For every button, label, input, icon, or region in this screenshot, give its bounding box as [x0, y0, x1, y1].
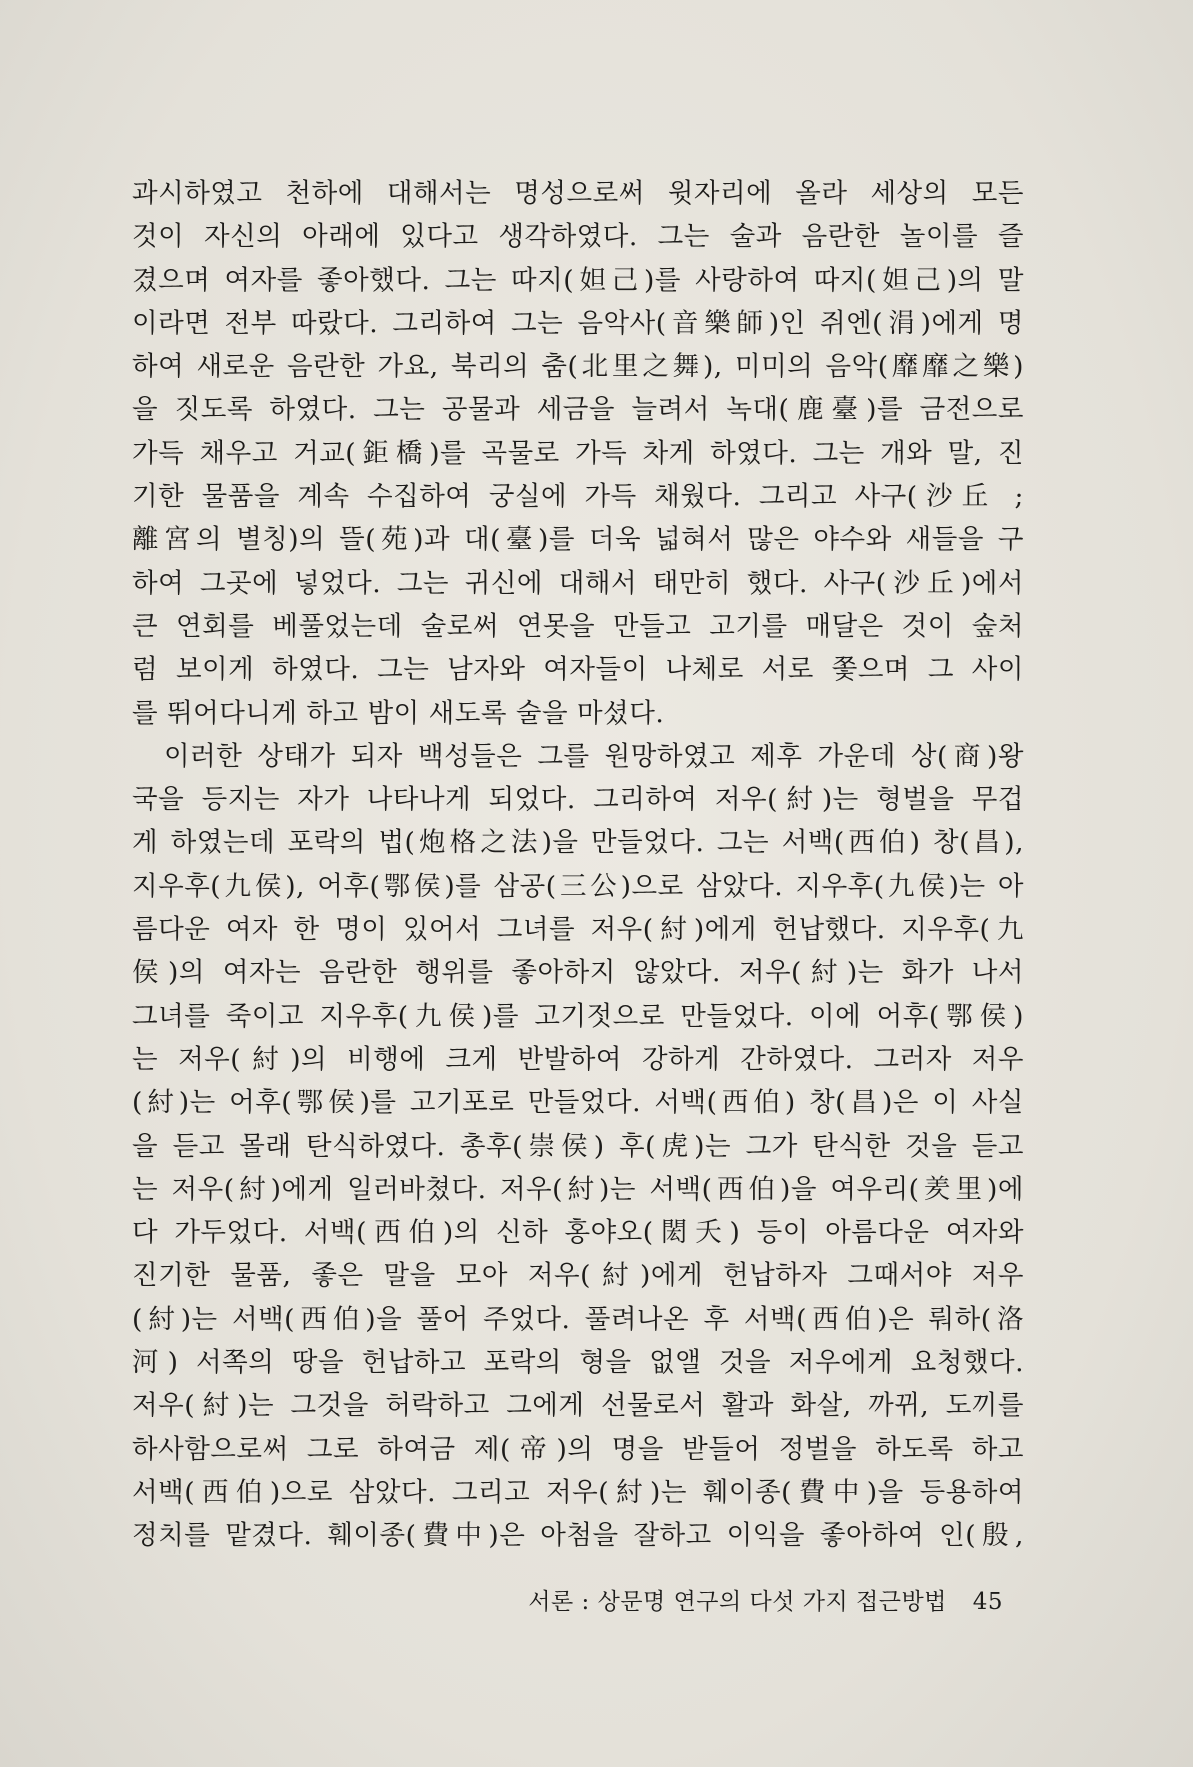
text-line: 진기한 물품, 좋은 말을 모아 저우(紂)에게 헌납하자 그때서야 저우: [132, 1260, 1024, 1292]
page-footer: [528, 1583, 1003, 1616]
text-line: 름다운 여자 한 명이 있어서 그녀를 저우(紂)에게 헌납했다. 지우후(九: [132, 914, 1024, 946]
text-line: 하사함으로써 그로 하여금 제(帝)의 명을 받들어 정벌을 하도록 하고: [132, 1433, 1024, 1465]
text-line: 河) 서쪽의 땅을 헌납하고 포락의 형을 없앨 것을 저우에게 요청했다.: [132, 1347, 1024, 1379]
text-line: 큰 연회를 베풀었는데 술로써 연못을 만들고 고기를 매달은 것이 숲처: [132, 610, 1024, 642]
text-line: 하여 그곳에 넣었다. 그는 귀신에 대해서 태만히 했다. 사구(沙丘)에서: [132, 567, 1024, 599]
text-line: 離宮의 별칭)의 뜰(苑)과 대(臺)를 더욱 넓혀서 많은 야수와 새들을 구: [132, 524, 1024, 556]
text-line: 을 짓도록 하였다. 그는 공물과 세금을 늘려서 녹대(鹿臺)를 금전으로: [132, 394, 1024, 426]
text-line: 과시하였고 천하에 대해서는 명성으로써 윗자리에 올라 세상의 모든: [132, 178, 1024, 209]
text-line: 을 듣고 몰래 탄식하였다. 총후(崇侯) 후(虎)는 그가 탄식한 것을 듣고: [132, 1130, 1024, 1162]
text-line: 서백(西伯)으로 삼았다. 그리고 저우(紂)는 훼이종(費中)을 등용하여: [132, 1476, 1024, 1508]
page-number: 45: [972, 1589, 1003, 1615]
text-line: 지우후(九侯), 어후(鄂侯)를 삼공(三公)으로 삼았다. 지우후(九侯)는 아: [132, 870, 1024, 902]
text-line: 정치를 맡겼다. 훼이종(費中)은 아첨을 잘하고 이익을 좋아하여 인(殷,: [132, 1520, 1024, 1552]
body-text: [132, 172, 1024, 1558]
text-line: 하여 새로운 음란한 가요, 북리의 춤(北里之舞), 미미의 음악(靡靡之樂): [132, 351, 1024, 383]
text-line: 가득 채우고 거교(鉅橋)를 곡물로 가득 차게 하였다. 그는 개와 말, 진: [132, 437, 1024, 469]
text-line: 국을 등지는 자가 나타나게 되었다. 그리하여 저우(紂)는 형벌을 무겁: [132, 784, 1024, 816]
paragraph-start-line: 이러한 상태가 되자 백성들은 그를 원망하였고 제후 가운데 상(商)왕: [164, 740, 1024, 772]
text-line: (紂)는 어후(鄂侯)를 고기포로 만들었다. 서백(西伯) 창(昌)은 이 사실: [132, 1087, 1024, 1119]
text-line: 저우(紂)는 그것을 허락하고 그에게 선물로서 활과 화살, 까뀌, 도끼를: [132, 1390, 1024, 1422]
text-line: 것이 자신의 아래에 있다고 생각하였다. 그는 술과 음란한 놀이를 즐: [132, 221, 1024, 253]
text-line: 는 저우(紂)의 비행에 크게 반발하여 강하게 간하였다. 그러자 저우: [132, 1043, 1024, 1075]
text-line: (紂)는 서백(西伯)을 풀어 주었다. 풀려나온 후 서백(西伯)은 뤄하(洛: [132, 1303, 1024, 1335]
text-line: 이라면 전부 따랐다. 그리하여 그는 음악사(音樂師)인 쥐엔(涓)에게 명: [132, 307, 1024, 339]
text-line: 게 하였는데 포락의 법(炮格之法)을 만들었다. 그는 서백(西伯) 창(昌),: [132, 827, 1024, 859]
paragraph-end-line: 를 뛰어다니게 하고 밤이 새도록 술을 마셨다.: [132, 697, 665, 729]
text-line: 럼 보이게 하였다. 그는 남자와 여자들이 나체로 서로 쫓으며 그 사이: [132, 654, 1024, 686]
text-line: 侯)의 여자는 음란한 행위를 좋아하지 않았다. 저우(紂)는 화가 나서: [132, 957, 1024, 989]
running-title: 서론 : 상문명 연구의 다섯 가지 접근방법: [528, 1589, 947, 1615]
text-line: 는 저우(紂)에게 일러바쳤다. 저우(紂)는 서백(西伯)을 여우리(羑里)에: [132, 1173, 1024, 1205]
text-line: 다 가두었다. 서백(西伯)의 신하 홍야오(閎夭) 등이 아름다운 여자와: [132, 1217, 1024, 1249]
text-line: 기한 물품을 계속 수집하여 궁실에 가득 채웠다. 그리고 사구(沙丘 ;: [132, 481, 1024, 513]
text-line: 그녀를 죽이고 지우후(九侯)를 고기젓으로 만들었다. 이에 어후(鄂侯): [132, 1000, 1024, 1032]
text-line: 겼으며 여자를 좋아했다. 그는 따지(妲己)를 사랑하여 따지(妲己)의 말: [132, 264, 1024, 296]
